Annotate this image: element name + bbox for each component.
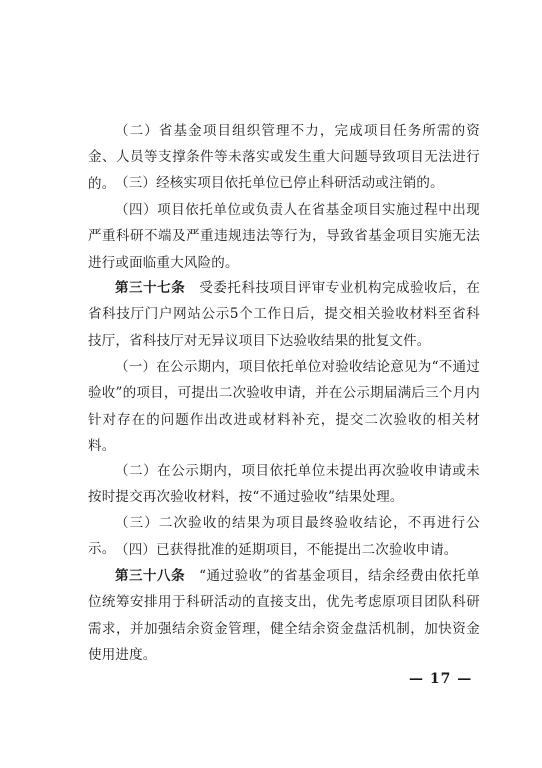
article-number: 第三十七条 xyxy=(115,280,186,296)
article-37-item-1: （一）在公示期内，项目依托单位对验收结论意见为“不通过验收”的项目，可提出二次验收申请，并在公示期届满后三个月内针对存在的问题作出改进或材料补充，提交二次验收的相关材料。 xyxy=(88,359,480,454)
paragraph-item-2-4: （四）项目依托单位或负责人在省基金项目实施过程中出现严重科研不端及严重违规违法等行为，导致省基金项目实施无法进行或面临重大风险的。 xyxy=(88,202,480,271)
article-37-item-2: （二）在公示期内，项目依托单位未提出再次验收申请或未按时提交再次验收材料，按“不通过验收”结果处理。 xyxy=(88,463,480,506)
paragraph-item-2-1: （二）省基金项目组织管理不力，完成项目任务所需的资金、人员等支撑条件等未落实或发生重大问题导致项目无法进行的。 xyxy=(88,123,480,192)
article-37: 第三十七条 受委托科技项目评审专业机构完成验收后，在省科技厅门户网站公示5个工作日后，提交相关验收材料至省科技厅，省科技厅对无异议项目下达验收结果的批复文件。 xyxy=(88,280,481,349)
article-number: 第三十八条 xyxy=(115,568,186,584)
page-number: — 17 — xyxy=(409,671,473,687)
paragraph-item-2-3: （三）经核实项目依托单位已停止科研活动或注销的。 xyxy=(115,175,444,191)
article-37-item-4: （四）已获得批准的延期项目，不能提出二次验收申请。 xyxy=(115,542,458,558)
article-37-item-3: （三）二次验收的结果为项目最终验收结论，不再进行公示。 xyxy=(88,515,480,558)
article-38: 第三十八条 “通过验收”的省基金项目，结余经费由依托单位统筹安排用于科研活动的直接支出，优先考虑原项目团队科研需求，并加强结余资金管理，健全结余资金盘活机制，加快资金使用进度。 xyxy=(88,568,480,663)
